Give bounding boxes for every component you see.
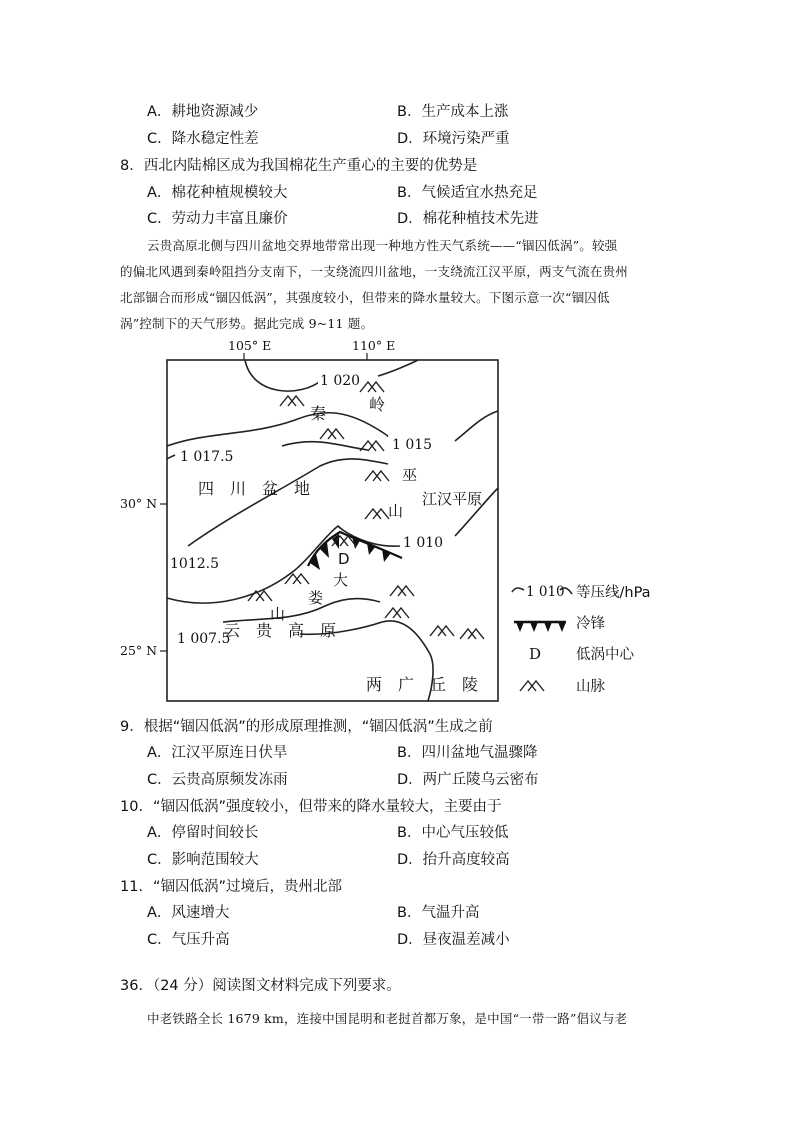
isobar-1020-right	[378, 360, 418, 376]
q7-option-a: A．耕地资源减少	[147, 104, 259, 120]
lat-label-25: 25° N	[120, 643, 158, 658]
label-jianghan-plain: 江汉平原	[422, 490, 483, 508]
isobar-1007-5-upper	[223, 599, 380, 622]
label-lou: 娄	[308, 589, 324, 607]
isobar-1020-left	[245, 360, 322, 391]
q36-stem: 36．（24 分）阅读图文材料完成下列要求。	[120, 978, 401, 994]
passage-line-2: 的偏北风遇到秦岭阻挡分支南下，一支绕流四川盆地，一支绕流江汉平原，两支气流在贵州	[120, 264, 629, 279]
mountain-icon	[360, 382, 384, 392]
mountain-icon	[320, 429, 344, 439]
isobar-label-1020: 1 020	[320, 373, 361, 389]
passage-line-3: 北部锢合而形成“锢囚低涡”，其强度较小，但带来的降水量较大。下图示意一次“锢囚低	[120, 290, 610, 305]
legend-cold-front-text: 冷锋	[576, 616, 605, 632]
q11-option-d: D．昼夜温差减小	[397, 932, 510, 948]
q10-stem: 10．“锢囚低涡”强度较小，但带来的降水量较大，主要由于	[120, 799, 502, 815]
isobar-label-1007-5: 1 007.5	[177, 631, 231, 647]
label-sichuan-basin: 四 川 盆 地	[198, 479, 311, 498]
lat-label-30: 30° N	[120, 496, 158, 511]
passage-line-4: 涡”控制下的天气形势。据此完成 9~11 题。	[120, 316, 374, 331]
label-dalou-shan: 山	[270, 605, 286, 623]
mountain-icon	[390, 586, 414, 596]
mountain-icon	[385, 608, 409, 618]
weather-map-figure	[120, 336, 680, 712]
mountain-symbols	[248, 382, 484, 639]
q8-option-c: C．劳动力丰富且廉价	[147, 211, 288, 227]
legend-low-center-text: 低涡中心	[576, 647, 634, 663]
isobar-1017-5-end	[167, 455, 175, 459]
isobar-label-1015: 1 015	[392, 437, 433, 453]
q10-option-c: C．影响范围较大	[147, 852, 259, 868]
q10-option-b: B．中心气压较低	[397, 825, 509, 841]
isobar-1017-5	[167, 413, 391, 446]
label-yungui-plateau: 云 贵 高 原	[224, 621, 337, 640]
isobar-label-1017-5: 1 017.5	[180, 449, 234, 465]
q8-option-b: B．气候适宜水热充足	[397, 185, 538, 201]
q8-option-a: A．棉花种植规模较大	[147, 185, 288, 201]
lon-label-110: 110° E	[352, 338, 396, 353]
q9-option-d: D．两广丘陵乌云密布	[397, 772, 539, 788]
q9-option-b: B．四川盆地气温骤降	[397, 745, 538, 761]
q11-option-b: B．气温升高	[397, 905, 480, 921]
q11-stem: 11．“锢囚低涡”过境后，贵州北部	[120, 879, 342, 895]
legend-cold-front-triangles	[516, 622, 566, 632]
label-da: 大	[333, 571, 349, 589]
q11-option-a: A．风速增大	[147, 905, 230, 921]
isobar-label-1012-5: 1012.5	[170, 556, 219, 572]
low-center-d: D	[338, 550, 350, 568]
mountain-icon	[248, 591, 272, 601]
label-wu: 巫	[402, 466, 418, 484]
label-ling: 岭	[369, 395, 386, 414]
q8-option-d: D．棉花种植技术先进	[397, 211, 539, 227]
q7-option-c: C．降水稳定性差	[147, 131, 259, 147]
label-lianguang-hills: 两 广 丘 陵	[366, 675, 479, 694]
legend-mountain-text: 山脉	[576, 679, 605, 695]
legend-mountain-icon	[520, 681, 544, 691]
q11-option-c: C．气压升高	[147, 932, 230, 948]
isobar-1015-right	[455, 411, 498, 441]
q36-material: 中老铁路全长 1679 km，连接中国昆明和老挝首都万象，是中国“一带一路”倡议与老	[147, 1011, 628, 1026]
mountain-icon	[280, 396, 304, 406]
q9-stem: 9．根据“锢囚低涡”的形成原理推测，“锢囚低涡”生成之前	[120, 719, 493, 735]
mountain-icon	[460, 629, 484, 639]
isobar-1015-left	[188, 459, 388, 546]
label-qin: 秦	[310, 404, 327, 423]
legend-isobar-sample: 1 010	[526, 584, 565, 600]
q7-option-d: D．环境污染严重	[397, 131, 510, 147]
legend-isobar-line-left	[512, 588, 524, 592]
q9-option-a: A．江汉平原连日伏旱	[147, 745, 288, 761]
q9-option-c: C．云贵高原频发冻雨	[147, 772, 288, 788]
lon-label-105: 105° E	[228, 338, 272, 353]
q7-option-b: B．生产成本上涨	[397, 104, 509, 120]
mountain-icon	[430, 626, 454, 636]
passage-line-1: 云贵高原北侧与四川盆地交界地带常出现一种地方性天气系统——“锢囚低涡”。较强	[147, 238, 618, 253]
q10-option-a: A．停留时间较长	[147, 825, 259, 841]
label-wu-shan: 山	[388, 502, 404, 520]
isobar-1015-mid	[282, 442, 368, 450]
legend-low-symbol: D	[529, 645, 542, 663]
isobar-label-1010: 1 010	[403, 535, 444, 551]
legend-isobar-text: 等压线/hPa	[576, 585, 651, 601]
mountain-icon	[365, 509, 389, 519]
q8-stem: 8．西北内陆棉区成为我国棉花生产重心的主要的优势是	[120, 158, 478, 174]
mountain-icon	[365, 471, 389, 481]
q10-option-d: D．抬升高度较高	[397, 852, 510, 868]
